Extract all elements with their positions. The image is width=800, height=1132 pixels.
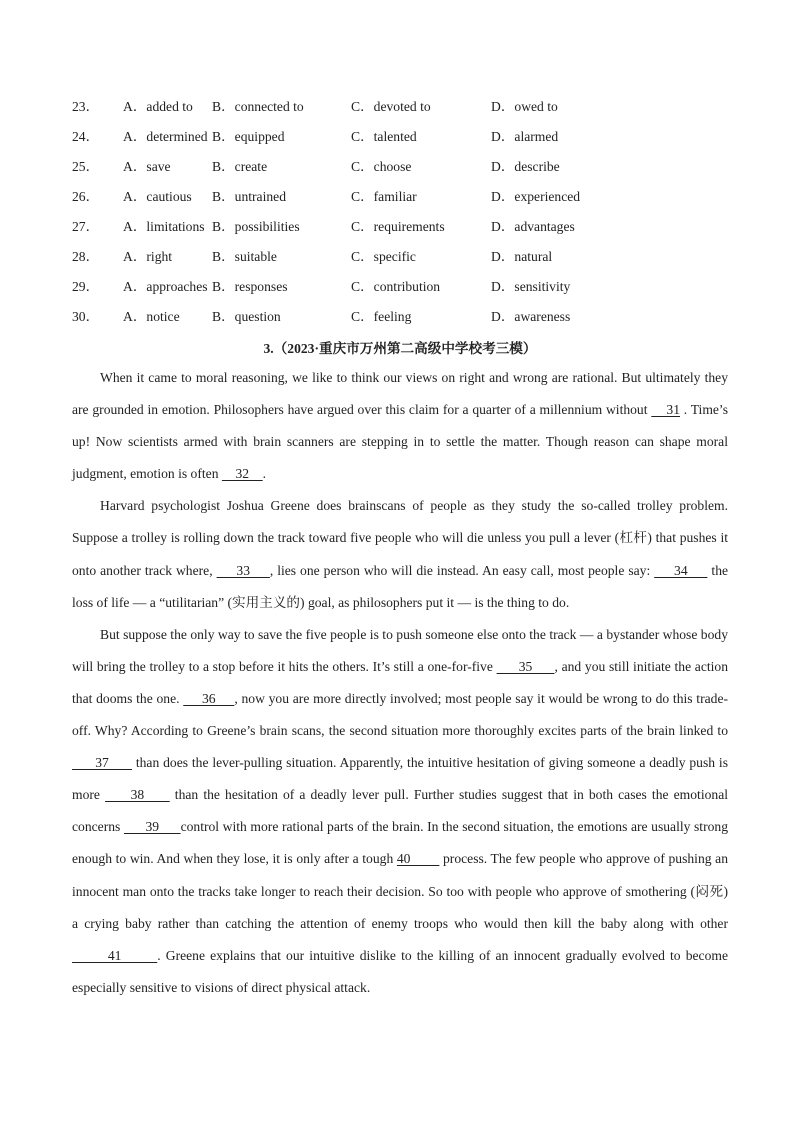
passage-text: , and you still initiate the action that dooms the one.	[72, 658, 729, 706]
question-number: 28．	[72, 249, 100, 264]
option-row-27	[0, 216, 800, 238]
option-b: B．create	[212, 159, 268, 174]
option-d: D．awareness	[491, 309, 571, 324]
paragraph-3	[72, 619, 728, 1004]
option-c: C．choose	[351, 159, 412, 174]
blank-31: 31	[651, 402, 681, 418]
question-number: 24．	[72, 129, 100, 144]
blank-35: 35	[496, 658, 555, 674]
option-row-23	[0, 96, 800, 118]
option-b: B．question	[212, 309, 281, 324]
option-c: C．feeling	[351, 309, 412, 324]
option-c: C．familiar	[351, 189, 417, 204]
option-b: B．responses	[212, 279, 288, 294]
option-b: B．equipped	[212, 129, 285, 144]
blank-32: 32	[221, 466, 263, 482]
option-row-29	[0, 276, 800, 298]
option-row-24	[0, 126, 800, 148]
passage-text: process. The few people who approve of pushing an innocent man onto the tracks take longer to reach their decision. So too with people who approve of smothering (闷死) a crying baby rather than catching the attention of enemy troops who would then kill the baby along with other	[72, 851, 728, 931]
passage-text: . Greene explains that our intuitive dislike to the killing of an innocent gradually evolved to become especially sensitive to visions of direct physical attack.	[72, 947, 728, 995]
blank-40: 40	[396, 851, 440, 867]
option-b: B．possibilities	[212, 219, 300, 234]
option-row-25	[0, 156, 800, 178]
option-b: B．untrained	[212, 189, 286, 204]
option-d: D．experienced	[491, 189, 581, 204]
cloze-passage	[72, 362, 728, 1004]
blank-41: 41	[72, 947, 158, 963]
option-b: B．connected to	[212, 99, 304, 114]
option-c: C．contribution	[351, 279, 441, 294]
passage-text: But suppose the only way to save the five people is to push someone else onto the track — a bystander whose body will bring the trolley to a stop before it hits the others. It’s still a one-for-five	[72, 626, 728, 674]
option-d: D．alarmed	[491, 129, 559, 144]
passage-text: When it came to moral reasoning, we like to think our views on right and wrong are rational. But ultimately they are grounded in emotion. Philosophers have argued over this claim for a quarter of a millennium without	[72, 370, 728, 418]
question-number: 26．	[72, 189, 100, 204]
option-c: C．talented	[351, 129, 417, 144]
option-a: A．right	[123, 249, 173, 264]
option-d: D．sensitivity	[491, 279, 571, 294]
option-b: B．suitable	[212, 249, 277, 264]
option-d: D．describe	[491, 159, 560, 174]
blank-34: 34	[654, 562, 708, 578]
paragraph-1	[72, 362, 728, 490]
passage-text: .	[262, 466, 267, 482]
option-a: A．determined	[123, 129, 208, 144]
passage-text: the loss of life — a “utilitarian” (实用主义的) goal, as philosophers put it — is the thing to do.	[72, 562, 729, 610]
blank-33: 33	[216, 562, 270, 578]
section-heading: 3.（2023·重庆市万州第二高级中学校考三模）	[263, 341, 537, 356]
option-row-30	[0, 306, 800, 328]
option-a: A．save	[123, 159, 171, 174]
option-a: A．approaches	[123, 279, 208, 294]
option-row-26	[0, 186, 800, 208]
question-number: 30．	[72, 309, 100, 324]
option-a: A．limitations	[123, 219, 205, 234]
option-a: A．cautious	[123, 189, 192, 204]
option-a: A．added to	[123, 99, 193, 114]
blank-36: 36	[183, 690, 235, 706]
blank-39: 39	[123, 819, 181, 835]
blank-37: 37	[72, 755, 132, 771]
option-c: C．devoted to	[351, 99, 431, 114]
passage-text: , lies one person who will die instead. An easy call, most people say:	[269, 562, 655, 578]
passage-text: Harvard psychologist Joshua Greene does brainscans of people as they study the so-called trolley problem. Suppose a trolley is rolling down the track toward five people who will die unless you pull a lever (杠杆) that pushes it onto another track where,	[72, 498, 728, 578]
option-row-28	[0, 246, 800, 268]
question-number: 25．	[72, 159, 100, 174]
passage-text: control with more rational parts of the brain. In the second situation, the emotions are usually strong enough to win. And when they lose, it is only after a tough	[72, 819, 729, 867]
option-d: D．natural	[491, 249, 553, 264]
passage-text: , now you are more directly involved; most people say it would be wrong to do this trade-off. Why? According to Greene’s brain scans, the second situation more thoroughly excites parts of the brain linked to	[72, 690, 729, 739]
paragraph-2	[72, 490, 728, 618]
option-d: D．owed to	[491, 99, 558, 114]
passage-text: than does the lever-pulling situation. Apparently, the intuitive hesitation of giving someone a deadly push is more	[72, 755, 729, 803]
option-c: C．specific	[351, 249, 416, 264]
question-number: 27．	[72, 219, 100, 234]
option-a: A．notice	[123, 309, 180, 324]
blank-38: 38	[105, 787, 170, 803]
question-number: 29．	[72, 279, 100, 294]
question-number: 23．	[72, 99, 100, 114]
option-c: C．requirements	[351, 219, 445, 234]
option-d: D．advantages	[491, 219, 575, 234]
passage-text: than the hesitation of a deadly lever pull. Further studies suggest that in both cases the emotional concerns	[72, 787, 729, 835]
passage-text: . Time’s up! Now scientists armed with brain scanners are stepping in to settle the matter. Though reason can shape moral judgment, emotion is often	[72, 402, 729, 482]
